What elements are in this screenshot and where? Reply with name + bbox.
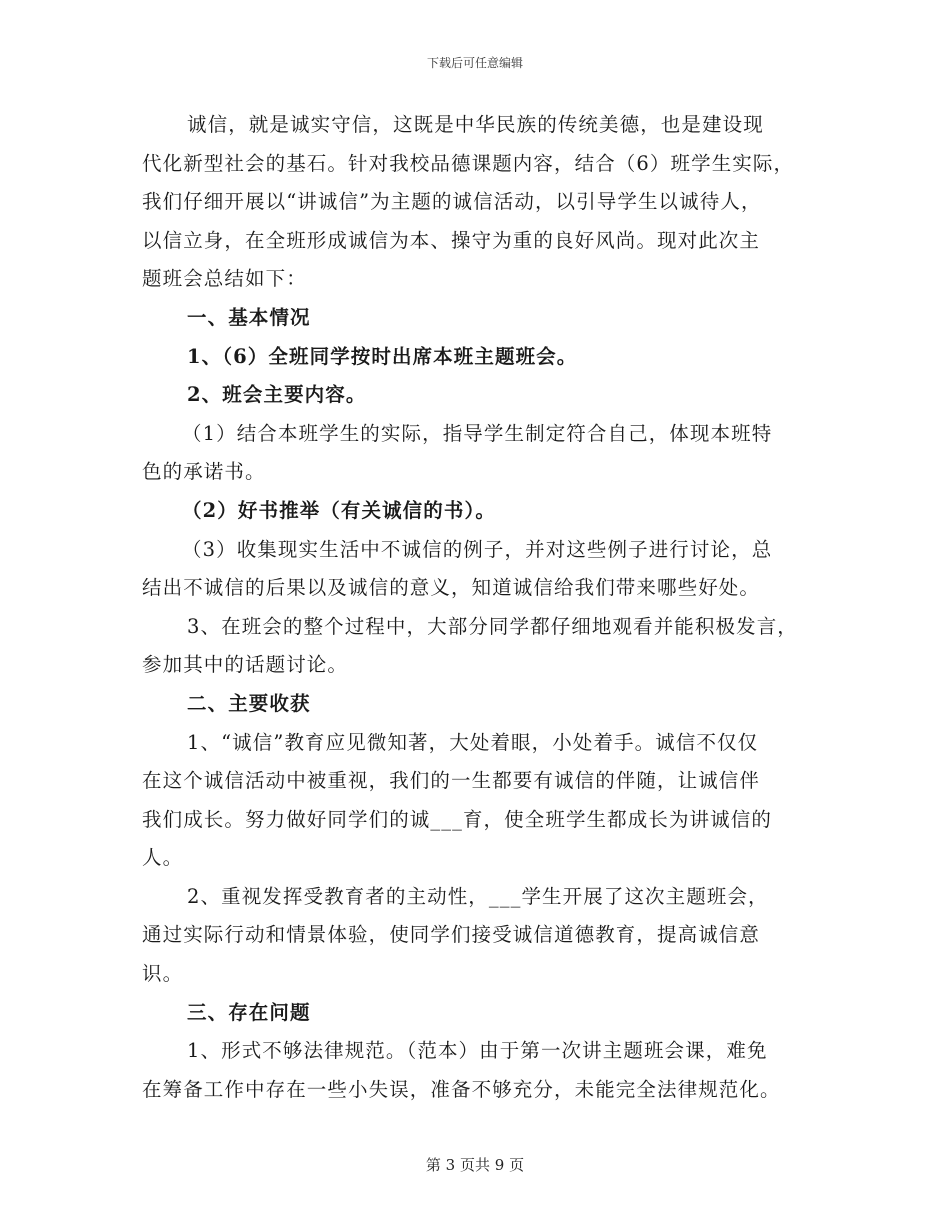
text-line: 题班会总结如下：	[142, 267, 307, 291]
text-line: 3、在班会的整个过程中，大部分同学都仔细地观看并能积极发言，	[187, 614, 798, 638]
text-line: 在这个诚信活动中被重视，我们的一生都要有诚信的伴随，让诚信伴	[142, 769, 761, 793]
text-line: （2）好书推举（有关诚信的书）。	[182, 498, 496, 522]
text-line: 1、“诚信”教育应见微知著，大处着眼，小处着手。诚信不仅仅	[187, 730, 759, 754]
text-line: 色的承诺书。	[142, 460, 266, 484]
document-body	[142, 106, 812, 1109]
text-line: 以信立身，在全班形成诚信为本、操守为重的良好风尚。现对此次主	[142, 228, 761, 252]
text-line: 人。	[142, 846, 184, 870]
text-line: 在筹备工作中存在一些小失误，准备不够充分，未能完全法律规范化。	[142, 1077, 781, 1101]
text-line: 我们仔细开展以“讲诚信”为主题的诚信活动，以引导学生以诚待人，	[142, 190, 762, 214]
text-line: 2、班会主要内容。	[187, 383, 367, 407]
section-heading: 三、存在问题	[187, 1000, 311, 1024]
text-line: 参加其中的话题讨论。	[142, 653, 349, 677]
page-header: 下载后可任意编辑	[426, 56, 523, 70]
text-line: 代化新型社会的基石。针对我校品德课题内容，结合（6）班学生实际，	[142, 151, 795, 175]
text-line: 1、形式不够法律规范。（范本）由于第一次讲主题班会课，难免	[187, 1039, 768, 1063]
text-line: 识。	[142, 962, 184, 986]
text-line: 1、（6）全班同学按时出席本班主题班会。	[187, 344, 578, 368]
text-line: （1）结合本班学生的实际，指导学生制定符合自己，体现本班特	[182, 421, 773, 445]
text-line: 诚信，就是诚实守信，这既是中华民族的传统美德，也是建设现	[187, 113, 764, 136]
text-line: 通过实际行动和情景体验，使同学们接受诚信道德教育，提高诚信意	[142, 923, 761, 947]
page-footer: 第 3 页共 9 页	[425, 1156, 525, 1174]
text-line: 我们成长。努力做好同学们的诚___育，使全班学生都成长为讲诚信的	[142, 807, 772, 831]
text-line: 结出不诚信的后果以及诚信的意义，知道诚信给我们带来哪些好处。	[142, 576, 761, 600]
section-heading: 一、基本情况	[187, 305, 311, 329]
text-line: （3）收集现实生活中不诚信的例子，并对这些例子进行讨论，总	[182, 537, 773, 561]
text-line: 2、重视发挥受教育者的主动性，___学生开展了这次主题班会，	[187, 884, 769, 908]
section-heading: 二、主要收获	[187, 691, 311, 715]
